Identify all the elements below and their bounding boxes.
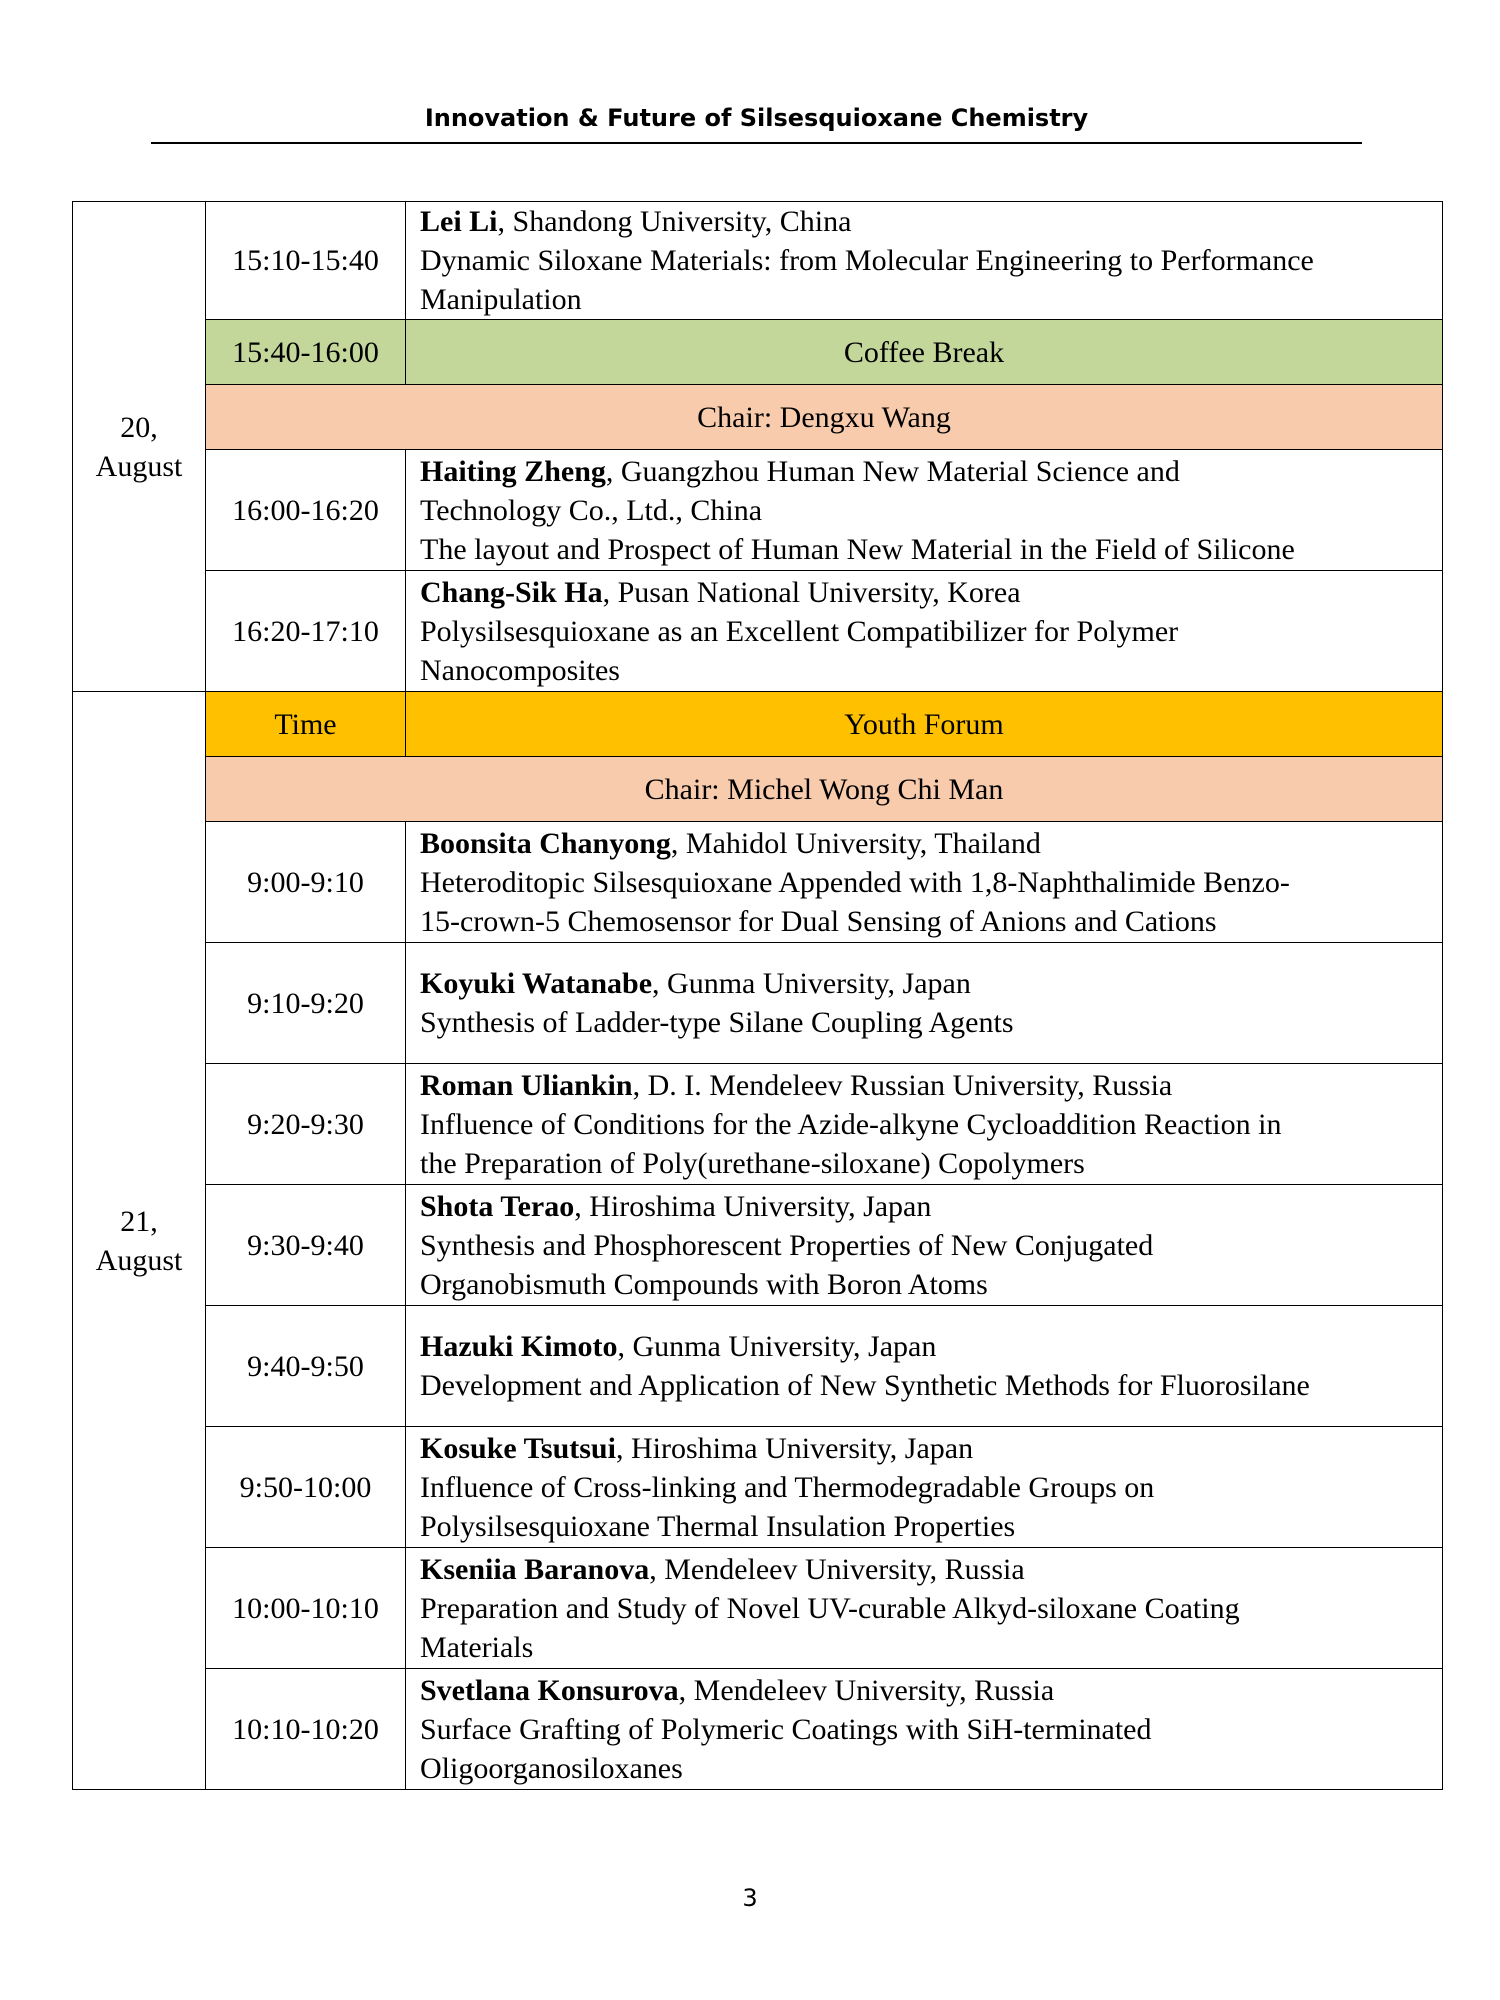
speaker-affiliation: , Gunma University, Japan <box>652 967 971 1000</box>
time-column-header: Time <box>206 692 406 757</box>
time-cell: 9:40-9:50 <box>206 1306 406 1427</box>
speaker-name: Haiting Zheng <box>420 454 606 488</box>
talk-cell <box>406 450 1443 571</box>
youth-forum-header: Youth Forum <box>406 692 1443 757</box>
speaker-affiliation: Technology Co., Ltd., China <box>420 493 763 527</box>
speaker-affiliation: , Hiroshima University, Japan <box>574 1189 932 1223</box>
talk-cell <box>406 1548 1443 1669</box>
speaker-affiliation: , Mahidol University, Thailand <box>670 826 1041 860</box>
table-row <box>73 692 1443 757</box>
talk-title: Synthesis and Phosphorescent Properties of New Conjugated <box>420 1228 1154 1262</box>
time-cell: 9:00-9:10 <box>206 822 406 943</box>
header-divider <box>151 142 1362 144</box>
date-month: August <box>95 1243 183 1277</box>
session-chair: Chair: Michel Wong Chi Man <box>206 757 1443 822</box>
time-cell: 15:10-15:40 <box>206 202 406 320</box>
time-cell: 16:00-16:20 <box>206 450 406 571</box>
talk-cell <box>406 1427 1443 1548</box>
table-row <box>73 385 1443 450</box>
speaker-name: Boonsita Chanyong <box>420 826 671 860</box>
speaker-affiliation: , Pusan National University, Korea <box>602 575 1021 609</box>
speaker-name: Shota Terao <box>420 1189 575 1223</box>
table-row <box>73 571 1443 692</box>
talk-cell <box>406 202 1443 320</box>
talk-title: Polysilsesquioxane Thermal Insulation Properties <box>420 1509 1016 1543</box>
date-month: August <box>95 449 183 483</box>
date-day: 21, <box>120 1204 158 1238</box>
talk-title: Polysilsesquioxane as an Excellent Compatibilizer for Polymer <box>420 614 1179 648</box>
speaker-affiliation: , Mendeleev University, Russia <box>678 1673 1055 1707</box>
time-cell: 9:20-9:30 <box>206 1064 406 1185</box>
table-row <box>73 202 1443 320</box>
talk-title: the Preparation of Poly(urethane-siloxane) Copolymers <box>420 1146 1085 1180</box>
time-cell: 9:50-10:00 <box>206 1427 406 1548</box>
talk-title: The layout and Prospect of Human New Material in the Field of Silicone <box>420 532 1295 566</box>
date-day: 20, <box>120 410 158 444</box>
speaker-affiliation: , Guangzhou Human New Material Science and <box>605 454 1180 488</box>
table-row <box>73 450 1443 571</box>
page-number: 3 <box>742 1884 758 1912</box>
talk-cell <box>406 1064 1443 1185</box>
time-cell: 9:30-9:40 <box>206 1185 406 1306</box>
table-row <box>73 757 1443 822</box>
speaker-affiliation: , Mendeleev University, Russia <box>649 1552 1025 1586</box>
talk-cell <box>406 1185 1443 1306</box>
session-chair: Chair: Dengxu Wang <box>206 385 1443 450</box>
talk-title: Preparation and Study of Novel UV-curable Alkyd-siloxane Coating <box>420 1591 1240 1625</box>
talk-title: Influence of Cross-linking and Thermodegradable Groups on <box>420 1470 1155 1504</box>
talk-cell <box>406 571 1443 692</box>
talk-title: Influence of Conditions for the Azide-alkyne Cycloaddition Reaction in <box>420 1107 1282 1141</box>
talk-title: Organobismuth Compounds with Boron Atoms <box>420 1267 988 1301</box>
speaker-affiliation: , Hiroshima University, Japan <box>615 1431 974 1465</box>
time-cell: 10:00-10:10 <box>206 1548 406 1669</box>
speaker-affiliation: , Gunma University, Japan <box>617 1330 937 1363</box>
table-row <box>73 1669 1443 1790</box>
talk-cell <box>406 1306 1443 1427</box>
talk-title: Oligoorganosiloxanes <box>420 1751 683 1785</box>
talk-title: Manipulation <box>420 283 582 316</box>
date-cell <box>73 692 206 1790</box>
talk-title: Materials <box>420 1630 534 1664</box>
table-row <box>73 1064 1443 1185</box>
speaker-name: Hazuki Kimoto <box>420 1330 618 1363</box>
time-cell: 15:40-16:00 <box>206 320 406 385</box>
talk-title: Dynamic Siloxane Materials: from Molecular Engineering to Performance <box>420 244 1314 277</box>
table-row <box>73 1306 1443 1427</box>
speaker-name: Roman Uliankin <box>420 1068 633 1102</box>
table-row <box>73 320 1443 385</box>
talk-title: 15-crown-5 Chemosensor for Dual Sensing of Anions and Cations <box>420 904 1217 938</box>
talk-title: Heteroditopic Silsesquioxane Appended with 1,8-Naphthalimide Benzo- <box>420 865 1290 899</box>
speaker-name: Chang-Sik Ha <box>420 575 603 609</box>
talk-cell <box>406 1669 1443 1790</box>
speaker-name: Kosuke Tsutsui <box>420 1431 616 1465</box>
date-cell <box>73 202 206 692</box>
table-row <box>73 1427 1443 1548</box>
coffee-break-label: Coffee Break <box>406 320 1443 385</box>
speaker-affiliation: , Shandong University, China <box>497 205 852 238</box>
talk-cell <box>406 822 1443 943</box>
time-cell: 10:10-10:20 <box>206 1669 406 1790</box>
speaker-name: Koyuki Watanabe <box>420 967 653 1000</box>
talk-cell <box>406 943 1443 1064</box>
table-row <box>73 1185 1443 1306</box>
speaker-name: Svetlana Konsurova <box>420 1673 679 1707</box>
speaker-name: Kseniia Baranova <box>420 1552 650 1586</box>
table-row <box>73 943 1443 1064</box>
table-row <box>73 1548 1443 1669</box>
talk-title: Nanocomposites <box>420 653 620 687</box>
talk-title: Synthesis of Ladder-type Silane Coupling Agents <box>420 1006 1014 1039</box>
speaker-affiliation: , D. I. Mendeleev Russian University, Russia <box>632 1068 1173 1102</box>
talk-title: Surface Grafting of Polymeric Coatings with SiH-terminated <box>420 1712 1152 1746</box>
program-table <box>72 201 1443 1790</box>
table-row <box>73 822 1443 943</box>
time-cell: 9:10-9:20 <box>206 943 406 1064</box>
page-header-title: Innovation & Future of Silsesquioxane Chemistry <box>424 104 1089 132</box>
talk-title: Development and Application of New Synthetic Methods for Fluorosilane <box>420 1369 1310 1402</box>
time-cell: 16:20-17:10 <box>206 571 406 692</box>
speaker-name: Lei Li <box>420 205 498 238</box>
